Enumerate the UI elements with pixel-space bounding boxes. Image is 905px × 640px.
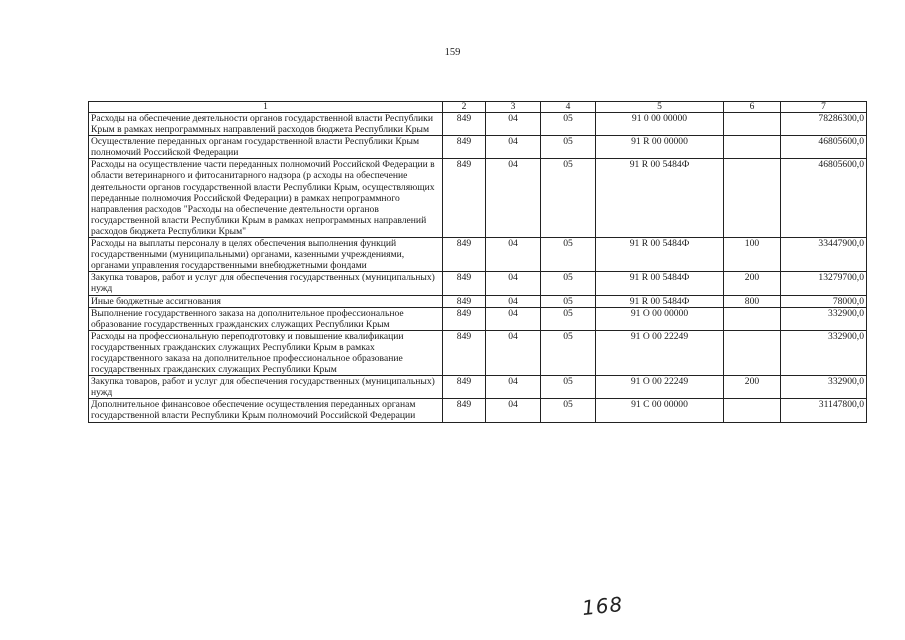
row-subsection: 05 xyxy=(541,238,596,272)
handwritten-page-number: 168 xyxy=(580,591,625,621)
header-col-6: 6 xyxy=(724,102,781,113)
row-section: 04 xyxy=(486,159,541,238)
row-amount: 78000,0 xyxy=(781,295,867,307)
row-name: Осуществление переданных органам государственной власти Республики Крым полномочий Российской Федерации xyxy=(89,136,443,159)
page-number: 159 xyxy=(444,47,461,58)
row-expense-type: 800 xyxy=(724,295,781,307)
row-expense-type xyxy=(724,136,781,159)
row-grbs: 849 xyxy=(443,272,486,295)
row-target-code: 91 О 00 22249 xyxy=(596,330,724,375)
budget-table xyxy=(88,101,867,423)
table-row xyxy=(89,399,867,422)
row-amount: 31147800,0 xyxy=(781,399,867,422)
row-section: 04 xyxy=(486,307,541,330)
row-target-code: 91 R 00 5484Ф xyxy=(596,295,724,307)
row-grbs: 849 xyxy=(443,330,486,375)
row-name: Закупка товаров, работ и услуг для обеспечения государственных (муниципальных) нужд xyxy=(89,376,443,399)
row-subsection: 05 xyxy=(541,295,596,307)
row-grbs: 849 xyxy=(443,113,486,136)
table-row xyxy=(89,272,867,295)
row-grbs: 849 xyxy=(443,159,486,238)
row-expense-type: 200 xyxy=(724,272,781,295)
row-subsection: 05 xyxy=(541,272,596,295)
row-target-code: 91 С 00 00000 xyxy=(596,399,724,422)
row-subsection: 05 xyxy=(541,307,596,330)
table-row xyxy=(89,376,867,399)
row-expense-type xyxy=(724,330,781,375)
row-target-code: 91 0 00 00000 xyxy=(596,113,724,136)
row-name: Закупка товаров, работ и услуг для обеспечения государственных (муниципальных) нужд xyxy=(89,272,443,295)
row-name: Расходы на выплаты персоналу в целях обеспечения выполнения функций государственными (муниципальными) органами, казенными учреждениями, органами управления государственными внебюджетными фондами xyxy=(89,238,443,272)
row-name: Иные бюджетные ассигнования xyxy=(89,295,443,307)
row-subsection: 05 xyxy=(541,136,596,159)
row-name: Расходы на обеспечение деятельности органов государственной власти Республики Крым в рамках непрограммных направлений расходов бюджета Республики Крым xyxy=(89,113,443,136)
row-target-code: 91 R 00 5484Ф xyxy=(596,159,724,238)
row-amount: 78286300,0 xyxy=(781,113,867,136)
header-col-7: 7 xyxy=(781,102,867,113)
row-name: Дополнительное финансовое обеспечение осуществления переданных органам государственной власти Республики Крым полномочий Российской Федерации xyxy=(89,399,443,422)
row-name: Выполнение государственного заказа на дополнительное профессиональное образование государственных гражданских служащих Республики Крым xyxy=(89,307,443,330)
row-expense-type xyxy=(724,159,781,238)
row-section: 04 xyxy=(486,136,541,159)
row-expense-type: 200 xyxy=(724,376,781,399)
table-row xyxy=(89,295,867,307)
row-section: 04 xyxy=(486,399,541,422)
row-target-code: 91 О 00 00000 xyxy=(596,307,724,330)
row-section: 04 xyxy=(486,376,541,399)
row-subsection: 05 xyxy=(541,113,596,136)
row-amount: 46805600,0 xyxy=(781,136,867,159)
header-col-5: 5 xyxy=(596,102,724,113)
table-row xyxy=(89,136,867,159)
row-grbs: 849 xyxy=(443,136,486,159)
row-section: 04 xyxy=(486,272,541,295)
row-name: Расходы на профессиональную переподготовку и повышение квалификации государственных гражданских служащих Республики Крым в рамках государственного заказа на дополнительное профессиональное образование государственных гражданских служащих Республики Крым xyxy=(89,330,443,375)
row-section: 04 xyxy=(486,113,541,136)
row-section: 04 xyxy=(486,238,541,272)
row-subsection: 05 xyxy=(541,159,596,238)
row-amount: 332900,0 xyxy=(781,376,867,399)
table-row xyxy=(89,159,867,238)
header-col-1: 1 xyxy=(89,102,443,113)
row-amount: 332900,0 xyxy=(781,330,867,375)
row-expense-type xyxy=(724,399,781,422)
header-col-3: 3 xyxy=(486,102,541,113)
row-amount: 46805600,0 xyxy=(781,159,867,238)
row-grbs: 849 xyxy=(443,376,486,399)
row-target-code: 91 R 00 5484Ф xyxy=(596,238,724,272)
row-expense-type xyxy=(724,307,781,330)
row-subsection: 05 xyxy=(541,376,596,399)
table-row xyxy=(89,330,867,375)
row-target-code: 91 R 00 00000 xyxy=(596,136,724,159)
row-target-code: 91 О 00 22249 xyxy=(596,376,724,399)
row-amount: 332900,0 xyxy=(781,307,867,330)
table-row xyxy=(89,238,867,272)
row-target-code: 91 R 00 5484Ф xyxy=(596,272,724,295)
row-subsection: 05 xyxy=(541,399,596,422)
row-expense-type xyxy=(724,113,781,136)
table-row xyxy=(89,307,867,330)
row-amount: 33447900,0 xyxy=(781,238,867,272)
table-row xyxy=(89,113,867,136)
row-grbs: 849 xyxy=(443,238,486,272)
row-section: 04 xyxy=(486,330,541,375)
row-grbs: 849 xyxy=(443,307,486,330)
row-name: Расходы на осуществление части переданных полномочий Российской Федерации в области ветеринарного и фитосанитарного надзора (р асходы на обеспечение деятельности органов государственной власти Республики Крым, осуществляющих переданные полномочия Российской Федерации) в рамках непрограммного направления расходов "Расходы на обеспечение деятельности органов государственной власти Республики Крым в рамках непрограммных направлений расходов бюджета Республики Крым" xyxy=(89,159,443,238)
row-grbs: 849 xyxy=(443,399,486,422)
row-amount: 13279700,0 xyxy=(781,272,867,295)
row-section: 04 xyxy=(486,295,541,307)
header-row xyxy=(89,102,867,113)
header-col-4: 4 xyxy=(541,102,596,113)
row-grbs: 849 xyxy=(443,295,486,307)
header-col-2: 2 xyxy=(443,102,486,113)
row-subsection: 05 xyxy=(541,330,596,375)
row-expense-type: 100 xyxy=(724,238,781,272)
